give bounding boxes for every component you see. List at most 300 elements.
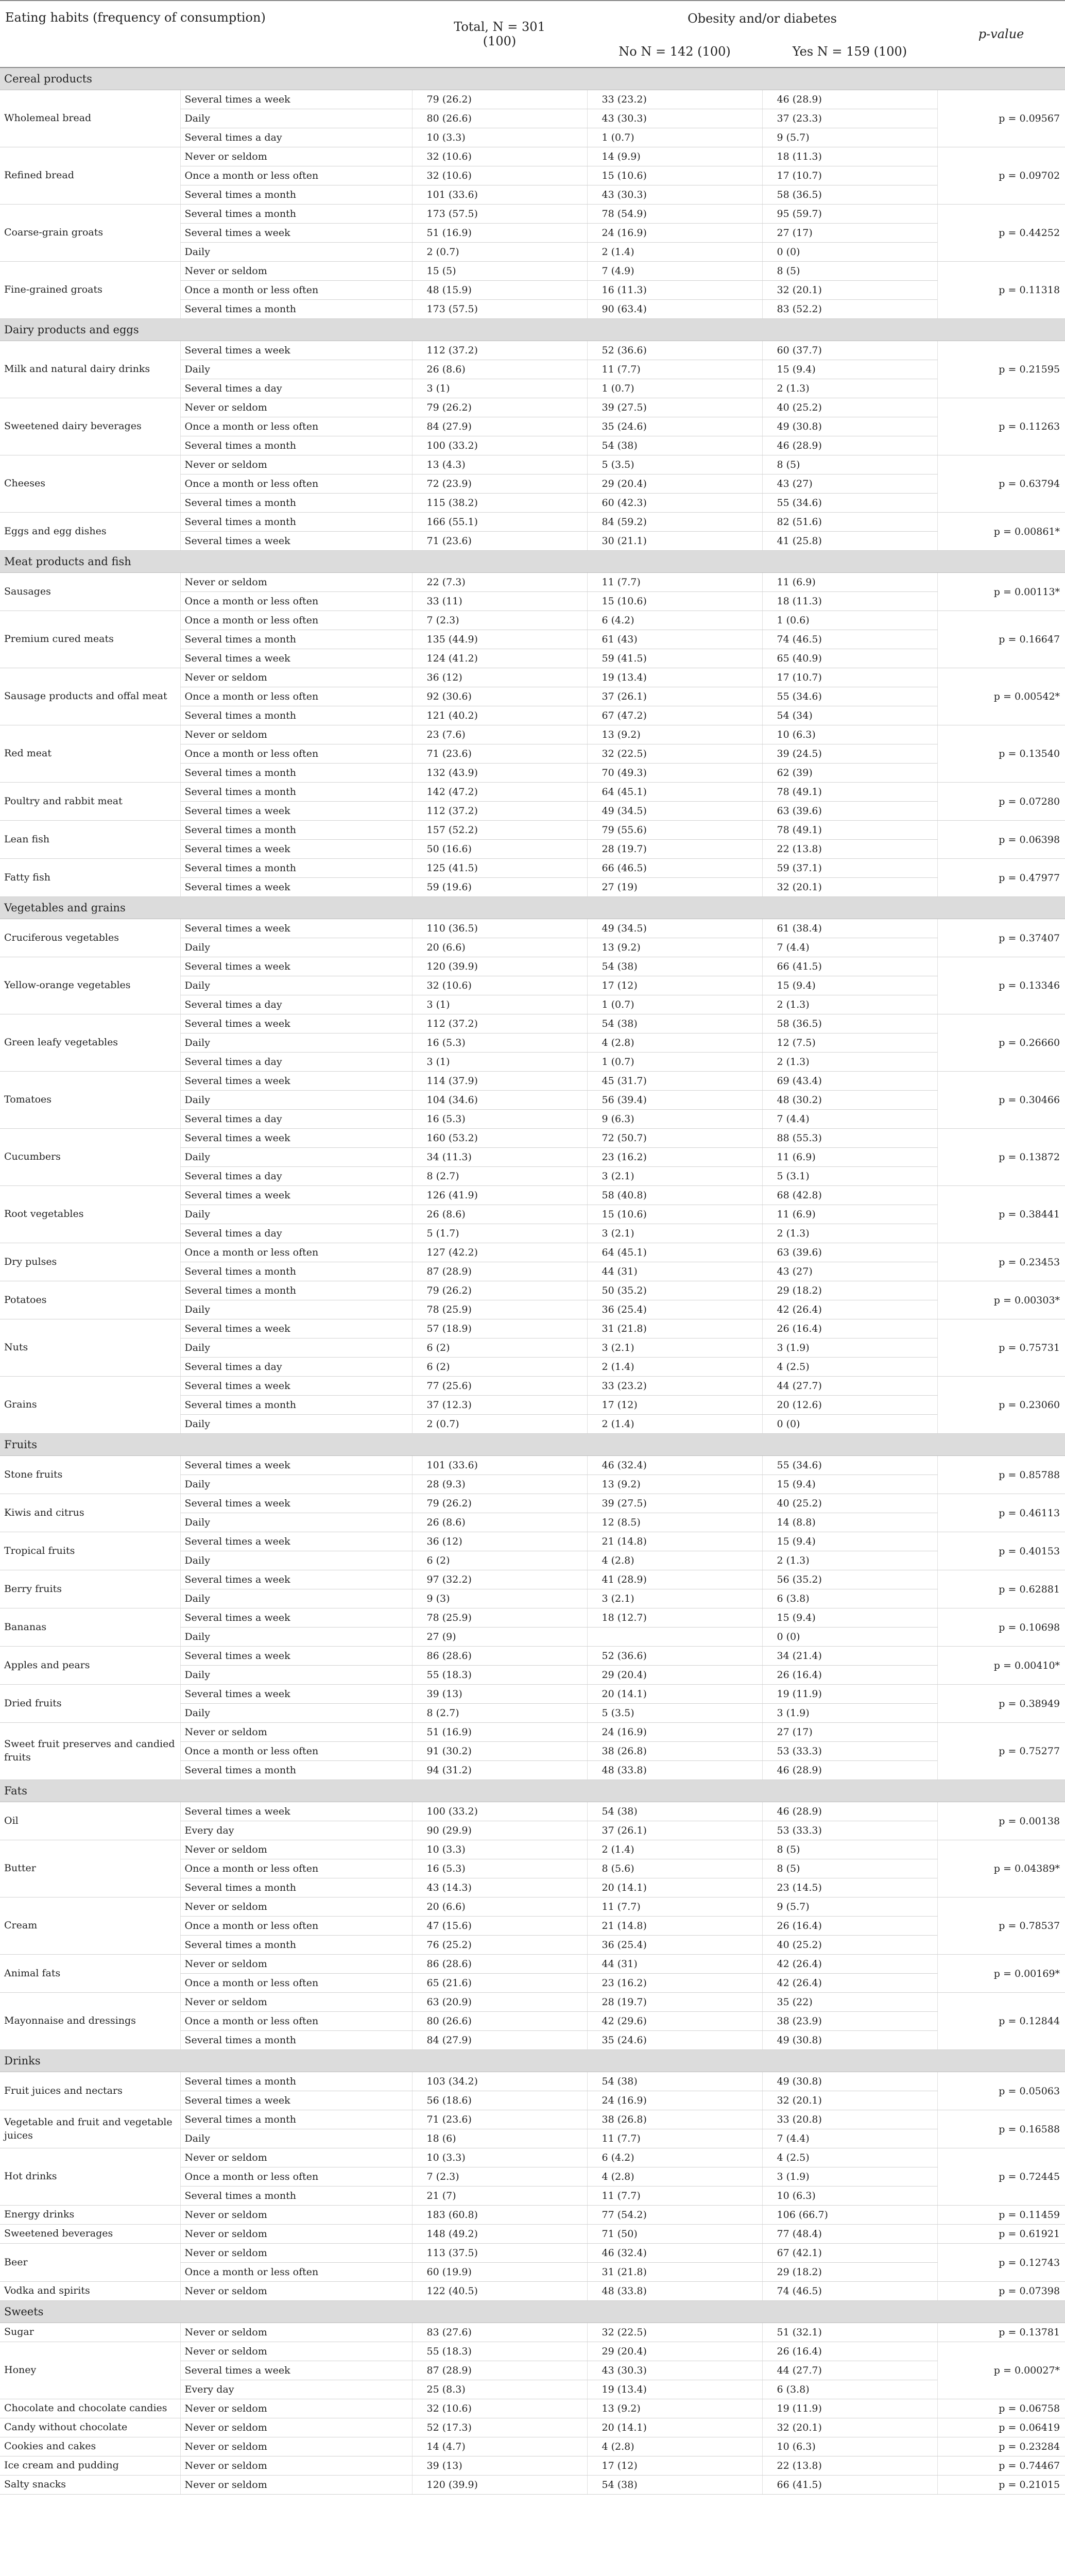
- frequency-cell: Several times a day: [180, 1053, 412, 1072]
- table-row: [0, 1377, 1065, 1396]
- food-name: Fatty fish: [0, 859, 180, 897]
- no-group-cell: 42 (29.6): [587, 2012, 762, 2031]
- no-group-cell: 17 (12): [587, 1396, 762, 1415]
- yes-group-cell: 6 (3.8): [762, 1589, 937, 1608]
- no-group-cell: 29 (20.4): [587, 474, 762, 494]
- section-header-row: [0, 2301, 1065, 2323]
- section-header-row: [0, 67, 1065, 90]
- table-row: [0, 2418, 1065, 2437]
- section-title: Sweets: [0, 2301, 1065, 2323]
- yes-group-cell: 4 (2.5): [762, 2148, 937, 2167]
- total-cell: 34 (11.3): [412, 1148, 587, 1167]
- frequency-cell: Several times a month: [180, 2187, 412, 2206]
- total-cell: 50 (16.6): [412, 840, 587, 859]
- header-pvalue: p-value: [978, 27, 1024, 41]
- frequency-cell: Several times a week: [180, 1685, 412, 1704]
- frequency-cell: Never or seldom: [180, 725, 412, 744]
- frequency-cell: Never or seldom: [180, 455, 412, 474]
- yes-group-cell: 88 (55.3): [762, 1129, 937, 1148]
- no-group-cell: 33 (23.2): [587, 1377, 762, 1396]
- frequency-cell: Several times a month: [180, 513, 412, 532]
- food-name: Yellow-orange vegetables: [0, 957, 180, 1014]
- total-cell: 25 (8.3): [412, 2380, 587, 2399]
- total-cell: 97 (32.2): [412, 1570, 587, 1589]
- yes-group-cell: 29 (18.2): [762, 1281, 937, 1300]
- frequency-cell: Never or seldom: [180, 2399, 412, 2418]
- no-group-cell: 90 (63.4): [587, 300, 762, 319]
- p-value-cell: p = 0.12743: [937, 2244, 1065, 2282]
- frequency-cell: Several times a day: [180, 128, 412, 147]
- total-cell: 7 (2.3): [412, 2167, 587, 2187]
- total-cell: 32 (10.6): [412, 166, 587, 185]
- yes-group-cell: 3 (1.9): [762, 1704, 937, 1723]
- no-group-cell: 48 (33.8): [587, 2282, 762, 2301]
- yes-group-cell: 9 (5.7): [762, 1897, 937, 1917]
- frequency-cell: Several times a week: [180, 532, 412, 551]
- frequency-cell: Once a month or less often: [180, 1917, 412, 1936]
- frequency-cell: Daily: [180, 1666, 412, 1685]
- total-cell: 51 (16.9): [412, 224, 587, 243]
- frequency-cell: Several times a week: [180, 341, 412, 360]
- p-value-cell: p = 0.23453: [937, 1243, 1065, 1281]
- yes-group-cell: 26 (16.4): [762, 2342, 937, 2361]
- p-value-cell: p = 0.23284: [937, 2437, 1065, 2456]
- no-group-cell: 54 (38): [587, 2476, 762, 2495]
- yes-group-cell: 51 (32.1): [762, 2323, 937, 2342]
- frequency-cell: Several times a week: [180, 802, 412, 821]
- yes-group-cell: 40 (25.2): [762, 1936, 937, 1955]
- frequency-cell: Once a month or less often: [180, 744, 412, 764]
- no-group-cell: 54 (38): [587, 2072, 762, 2091]
- p-value-cell: p = 0.00861*: [937, 513, 1065, 551]
- p-value-cell: p = 0.74467: [937, 2456, 1065, 2476]
- frequency-cell: Several times a month: [180, 859, 412, 878]
- p-value-cell: p = 0.11263: [937, 398, 1065, 455]
- yes-group-cell: 44 (27.7): [762, 1377, 937, 1396]
- frequency-cell: Once a month or less often: [180, 687, 412, 706]
- yes-group-cell: 3 (1.9): [762, 2167, 937, 2187]
- frequency-cell: Daily: [180, 1033, 412, 1053]
- table-row: [0, 1647, 1065, 1666]
- table-row: [0, 2110, 1065, 2129]
- yes-group-cell: 83 (52.2): [762, 300, 937, 319]
- no-group-cell: 24 (16.9): [587, 1723, 762, 1742]
- frequency-cell: Every day: [180, 1821, 412, 1840]
- yes-group-cell: 53 (33.3): [762, 1742, 937, 1761]
- table-row: [0, 2072, 1065, 2091]
- yes-group-cell: 8 (5): [762, 1840, 937, 1859]
- table-row: [0, 1955, 1065, 1974]
- no-group-cell: 20 (14.1): [587, 2418, 762, 2437]
- no-group-cell: 58 (40.8): [587, 1186, 762, 1205]
- total-cell: 13 (4.3): [412, 455, 587, 474]
- food-name: Green leafy vegetables: [0, 1014, 180, 1072]
- no-group-cell: 54 (38): [587, 1014, 762, 1033]
- frequency-cell: Daily: [180, 1300, 412, 1319]
- total-cell: 160 (53.2): [412, 1129, 587, 1148]
- yes-group-cell: 65 (40.9): [762, 649, 937, 668]
- p-value-cell: p = 0.10698: [937, 1608, 1065, 1647]
- no-group-cell: 13 (9.2): [587, 725, 762, 744]
- no-group-cell: 43 (30.3): [587, 2361, 762, 2380]
- section-header-row: [0, 1434, 1065, 1456]
- yes-group-cell: 58 (36.5): [762, 185, 937, 205]
- no-group-cell: 8 (5.6): [587, 1859, 762, 1878]
- no-group-cell: 11 (7.7): [587, 573, 762, 592]
- no-group-cell: 28 (19.7): [587, 840, 762, 859]
- header-total-label: Total, N = 301: [454, 20, 545, 34]
- total-cell: 104 (34.6): [412, 1091, 587, 1110]
- total-cell: 110 (36.5): [412, 919, 587, 938]
- total-cell: 20 (6.6): [412, 1897, 587, 1917]
- total-cell: 6 (2): [412, 1338, 587, 1358]
- yes-group-cell: 78 (49.1): [762, 783, 937, 802]
- frequency-cell: Several times a month: [180, 205, 412, 224]
- yes-group-cell: 19 (11.9): [762, 2399, 937, 2418]
- total-cell: 71 (23.6): [412, 744, 587, 764]
- frequency-cell: Once a month or less often: [180, 1742, 412, 1761]
- p-value-cell: p = 0.16647: [937, 611, 1065, 668]
- yes-group-cell: 15 (9.4): [762, 976, 937, 995]
- yes-group-cell: 9 (5.7): [762, 128, 937, 147]
- yes-group-cell: 106 (66.7): [762, 2206, 937, 2225]
- frequency-cell: Several times a week: [180, 1608, 412, 1628]
- p-value-cell: p = 0.00027*: [937, 2342, 1065, 2399]
- p-value-cell: p = 0.75277: [937, 1723, 1065, 1780]
- yes-group-cell: 8 (5): [762, 455, 937, 474]
- food-name: Sweetened beverages: [0, 2225, 180, 2244]
- frequency-cell: Once a month or less often: [180, 1243, 412, 1262]
- no-group-cell: 71 (50): [587, 2225, 762, 2244]
- frequency-cell: Never or seldom: [180, 147, 412, 166]
- section-header-row: [0, 897, 1065, 919]
- frequency-cell: Never or seldom: [180, 2476, 412, 2495]
- yes-group-cell: 55 (34.6): [762, 687, 937, 706]
- no-group-cell: 19 (13.4): [587, 668, 762, 687]
- no-group-cell: 21 (14.8): [587, 1532, 762, 1551]
- yes-group-cell: 2 (1.3): [762, 1224, 937, 1243]
- food-name: Dry pulses: [0, 1243, 180, 1281]
- p-value-cell: p = 0.21595: [937, 341, 1065, 398]
- no-group-cell: 70 (49.3): [587, 764, 762, 783]
- total-cell: 3 (1): [412, 1053, 587, 1072]
- table-row: [0, 859, 1065, 878]
- p-value-cell: p = 0.38949: [937, 1685, 1065, 1723]
- total-cell: 32 (10.6): [412, 2399, 587, 2418]
- yes-group-cell: 54 (34): [762, 706, 937, 725]
- total-cell: 15 (5): [412, 262, 587, 281]
- p-value-cell: p = 0.63794: [937, 455, 1065, 513]
- total-cell: 16 (5.3): [412, 1033, 587, 1053]
- no-group-cell: 21 (14.8): [587, 1917, 762, 1936]
- food-name: Stone fruits: [0, 1456, 180, 1494]
- no-group-cell: 3 (2.1): [587, 1224, 762, 1243]
- p-value-cell: p = 0.13781: [937, 2323, 1065, 2342]
- yes-group-cell: 46 (28.9): [762, 1761, 937, 1780]
- total-cell: 122 (40.5): [412, 2282, 587, 2301]
- food-name: Bananas: [0, 1608, 180, 1647]
- food-name: Ice cream and pudding: [0, 2456, 180, 2476]
- section-title: Dairy products and eggs: [0, 319, 1065, 341]
- total-cell: 56 (18.6): [412, 2091, 587, 2110]
- no-group-cell: 38 (26.8): [587, 1742, 762, 1761]
- yes-group-cell: 8 (5): [762, 1859, 937, 1878]
- frequency-cell: Every day: [180, 2380, 412, 2399]
- frequency-cell: Daily: [180, 1205, 412, 1224]
- no-group-cell: 54 (38): [587, 436, 762, 455]
- table-row: [0, 1993, 1065, 2012]
- yes-group-cell: 63 (39.6): [762, 802, 937, 821]
- frequency-cell: Never or seldom: [180, 2418, 412, 2437]
- table-row: [0, 2437, 1065, 2456]
- yes-group-cell: 43 (27): [762, 1262, 937, 1281]
- frequency-cell: Several times a week: [180, 840, 412, 859]
- table-row: [0, 1897, 1065, 1917]
- p-value-cell: p = 0.46113: [937, 1494, 1065, 1532]
- yes-group-cell: 67 (42.1): [762, 2244, 937, 2263]
- no-group-cell: 28 (19.7): [587, 1993, 762, 2012]
- no-group-cell: 6 (4.2): [587, 2148, 762, 2167]
- yes-group-cell: 15 (9.4): [762, 1475, 937, 1494]
- frequency-cell: Never or seldom: [180, 2206, 412, 2225]
- frequency-cell: Never or seldom: [180, 1897, 412, 1917]
- total-cell: 173 (57.5): [412, 205, 587, 224]
- yes-group-cell: 32 (20.1): [762, 281, 937, 300]
- frequency-cell: Several times a month: [180, 2110, 412, 2129]
- table-row: [0, 2282, 1065, 2301]
- p-value-cell: p = 0.00169*: [937, 1955, 1065, 1993]
- yes-group-cell: 20 (12.6): [762, 1396, 937, 1415]
- no-group-cell: 17 (12): [587, 976, 762, 995]
- p-value-cell: p = 0.06419: [937, 2418, 1065, 2437]
- yes-group-cell: 15 (9.4): [762, 360, 937, 379]
- yes-group-cell: 2 (1.3): [762, 1551, 937, 1570]
- table-row: [0, 1723, 1065, 1742]
- total-cell: 71 (23.6): [412, 532, 587, 551]
- yes-group-cell: 27 (17): [762, 224, 937, 243]
- section-header-row: [0, 319, 1065, 341]
- frequency-cell: Several times a month: [180, 1262, 412, 1281]
- food-name: Coarse-grain groats: [0, 205, 180, 262]
- yes-group-cell: 22 (13.8): [762, 840, 937, 859]
- p-value-cell: p = 0.40153: [937, 1532, 1065, 1570]
- food-name: Fruit juices and nectars: [0, 2072, 180, 2110]
- total-cell: 135 (44.9): [412, 630, 587, 649]
- frequency-cell: Once a month or less often: [180, 474, 412, 494]
- yes-group-cell: 7 (4.4): [762, 1110, 937, 1129]
- yes-group-cell: 32 (20.1): [762, 2418, 937, 2437]
- yes-group-cell: 46 (28.9): [762, 90, 937, 109]
- no-group-cell: [587, 1628, 762, 1647]
- no-group-cell: 23 (16.2): [587, 1148, 762, 1167]
- frequency-cell: Daily: [180, 938, 412, 957]
- no-group-cell: 49 (34.5): [587, 919, 762, 938]
- table-row: [0, 919, 1065, 938]
- yes-group-cell: 78 (49.1): [762, 821, 937, 840]
- total-cell: 59 (19.6): [412, 878, 587, 897]
- yes-group-cell: 1 (0.6): [762, 611, 937, 630]
- frequency-cell: Daily: [180, 1091, 412, 1110]
- no-group-cell: 79 (55.6): [587, 821, 762, 840]
- no-group-cell: 11 (7.7): [587, 2187, 762, 2206]
- p-value-cell: p = 0.09702: [937, 147, 1065, 205]
- total-cell: 80 (26.6): [412, 109, 587, 128]
- no-group-cell: 6 (4.2): [587, 611, 762, 630]
- total-cell: 36 (12): [412, 1532, 587, 1551]
- frequency-cell: Several times a month: [180, 1761, 412, 1780]
- frequency-cell: Once a month or less often: [180, 281, 412, 300]
- yes-group-cell: 42 (26.4): [762, 1300, 937, 1319]
- yes-group-cell: 41 (25.8): [762, 532, 937, 551]
- p-value-cell: p = 0.37407: [937, 919, 1065, 957]
- p-value-cell: p = 0.13346: [937, 957, 1065, 1014]
- no-group-cell: 66 (46.5): [587, 859, 762, 878]
- frequency-cell: Daily: [180, 109, 412, 128]
- no-group-cell: 3 (2.1): [587, 1338, 762, 1358]
- table-row: [0, 1456, 1065, 1475]
- no-group-cell: 37 (26.1): [587, 687, 762, 706]
- frequency-cell: Never or seldom: [180, 2456, 412, 2476]
- frequency-cell: Several times a week: [180, 1072, 412, 1091]
- yes-group-cell: 40 (25.2): [762, 1494, 937, 1513]
- frequency-cell: Daily: [180, 1415, 412, 1434]
- no-group-cell: 29 (20.4): [587, 2342, 762, 2361]
- total-cell: 63 (20.9): [412, 1993, 587, 2012]
- table-row: [0, 2476, 1065, 2495]
- no-group-cell: 52 (36.6): [587, 341, 762, 360]
- food-name: Hot drinks: [0, 2148, 180, 2206]
- total-cell: 183 (60.8): [412, 2206, 587, 2225]
- food-name: Poultry and rabbit meat: [0, 783, 180, 821]
- food-name: Mayonnaise and dressings: [0, 1993, 180, 2050]
- frequency-cell: Once a month or less often: [180, 166, 412, 185]
- frequency-cell: Once a month or less often: [180, 2012, 412, 2031]
- table-row: [0, 1243, 1065, 1262]
- total-cell: 127 (42.2): [412, 1243, 587, 1262]
- p-value-cell: p = 0.06758: [937, 2399, 1065, 2418]
- total-cell: 27 (9): [412, 1628, 587, 1647]
- p-value-cell: p = 0.38441: [937, 1186, 1065, 1243]
- frequency-cell: Several times a month: [180, 764, 412, 783]
- yes-group-cell: 49 (30.8): [762, 417, 937, 436]
- yes-group-cell: 32 (20.1): [762, 878, 937, 897]
- p-value-cell: p = 0.06398: [937, 821, 1065, 859]
- frequency-cell: Several times a month: [180, 783, 412, 802]
- total-cell: 6 (2): [412, 1358, 587, 1377]
- no-group-cell: 15 (10.6): [587, 1205, 762, 1224]
- total-cell: 14 (4.7): [412, 2437, 587, 2456]
- total-cell: 94 (31.2): [412, 1761, 587, 1780]
- table-row: [0, 2399, 1065, 2418]
- frequency-cell: Daily: [180, 976, 412, 995]
- yes-group-cell: 59 (37.1): [762, 859, 937, 878]
- yes-group-cell: 22 (13.8): [762, 2456, 937, 2476]
- no-group-cell: 78 (54.9): [587, 205, 762, 224]
- total-cell: 23 (7.6): [412, 725, 587, 744]
- frequency-cell: Never or seldom: [180, 398, 412, 417]
- section-title: Fats: [0, 1780, 1065, 1802]
- yes-group-cell: 0 (0): [762, 1415, 937, 1434]
- frequency-cell: Once a month or less often: [180, 417, 412, 436]
- food-name: Fine-grained groats: [0, 262, 180, 319]
- total-cell: 7 (2.3): [412, 611, 587, 630]
- yes-group-cell: 44 (27.7): [762, 2361, 937, 2380]
- no-group-cell: 11 (7.7): [587, 1897, 762, 1917]
- yes-group-cell: 27 (17): [762, 1723, 937, 1742]
- no-group-cell: 52 (36.6): [587, 1647, 762, 1666]
- food-name: Grains: [0, 1377, 180, 1434]
- total-cell: 10 (3.3): [412, 128, 587, 147]
- food-name: Red meat: [0, 725, 180, 783]
- no-group-cell: 24 (16.9): [587, 2091, 762, 2110]
- yes-group-cell: 37 (23.3): [762, 109, 937, 128]
- total-cell: 100 (33.2): [412, 1802, 587, 1821]
- total-cell: 2 (0.7): [412, 243, 587, 262]
- p-value-cell: p = 0.00113*: [937, 573, 1065, 611]
- p-value-cell: p = 0.72445: [937, 2148, 1065, 2206]
- no-group-cell: 72 (50.7): [587, 1129, 762, 1148]
- yes-group-cell: 18 (11.3): [762, 592, 937, 611]
- p-value-cell: p = 0.00410*: [937, 1647, 1065, 1685]
- total-cell: 65 (21.6): [412, 1974, 587, 1993]
- no-group-cell: 7 (4.9): [587, 262, 762, 281]
- no-group-cell: 5 (3.5): [587, 455, 762, 474]
- food-name: Lean fish: [0, 821, 180, 859]
- p-value-cell: p = 0.44252: [937, 205, 1065, 262]
- frequency-cell: Several times a month: [180, 300, 412, 319]
- yes-group-cell: 2 (1.3): [762, 1053, 937, 1072]
- total-cell: 55 (18.3): [412, 2342, 587, 2361]
- no-group-cell: 2 (1.4): [587, 243, 762, 262]
- yes-group-cell: 56 (35.2): [762, 1570, 937, 1589]
- p-value-cell: p = 0.21015: [937, 2476, 1065, 2495]
- yes-group-cell: 66 (41.5): [762, 2476, 937, 2495]
- food-name: Refined bread: [0, 147, 180, 205]
- no-group-cell: 43 (30.3): [587, 185, 762, 205]
- no-group-cell: 4 (2.8): [587, 1033, 762, 1053]
- total-cell: 101 (33.6): [412, 1456, 587, 1475]
- no-group-cell: 59 (41.5): [587, 649, 762, 668]
- no-group-cell: 30 (21.1): [587, 532, 762, 551]
- frequency-cell: Several times a month: [180, 2072, 412, 2091]
- yes-group-cell: 82 (51.6): [762, 513, 937, 532]
- no-group-cell: 54 (38): [587, 957, 762, 976]
- yes-group-cell: 69 (43.4): [762, 1072, 937, 1091]
- total-cell: 32 (10.6): [412, 147, 587, 166]
- frequency-cell: Never or seldom: [180, 2225, 412, 2244]
- total-cell: 47 (15.6): [412, 1917, 587, 1936]
- total-cell: 166 (55.1): [412, 513, 587, 532]
- total-cell: 80 (26.6): [412, 2012, 587, 2031]
- p-value-cell: p = 0.85788: [937, 1456, 1065, 1494]
- yes-group-cell: 4 (2.5): [762, 1358, 937, 1377]
- frequency-cell: Never or seldom: [180, 1840, 412, 1859]
- table-header: [0, 1, 1065, 67]
- no-group-cell: 19 (13.4): [587, 2380, 762, 2399]
- no-group-cell: 31 (21.8): [587, 1319, 762, 1338]
- total-cell: 55 (18.3): [412, 1666, 587, 1685]
- total-cell: 26 (8.6): [412, 1513, 587, 1532]
- food-name: Chocolate and chocolate candies: [0, 2399, 180, 2418]
- yes-group-cell: 39 (24.5): [762, 744, 937, 764]
- frequency-cell: Several times a week: [180, 649, 412, 668]
- header-yes: Yes N = 159 (100): [792, 44, 907, 59]
- yes-group-cell: 5 (3.1): [762, 1167, 937, 1186]
- no-group-cell: 46 (32.4): [587, 1456, 762, 1475]
- yes-group-cell: 34 (21.4): [762, 1647, 937, 1666]
- yes-group-cell: 10 (6.3): [762, 725, 937, 744]
- frequency-cell: Several times a week: [180, 1570, 412, 1589]
